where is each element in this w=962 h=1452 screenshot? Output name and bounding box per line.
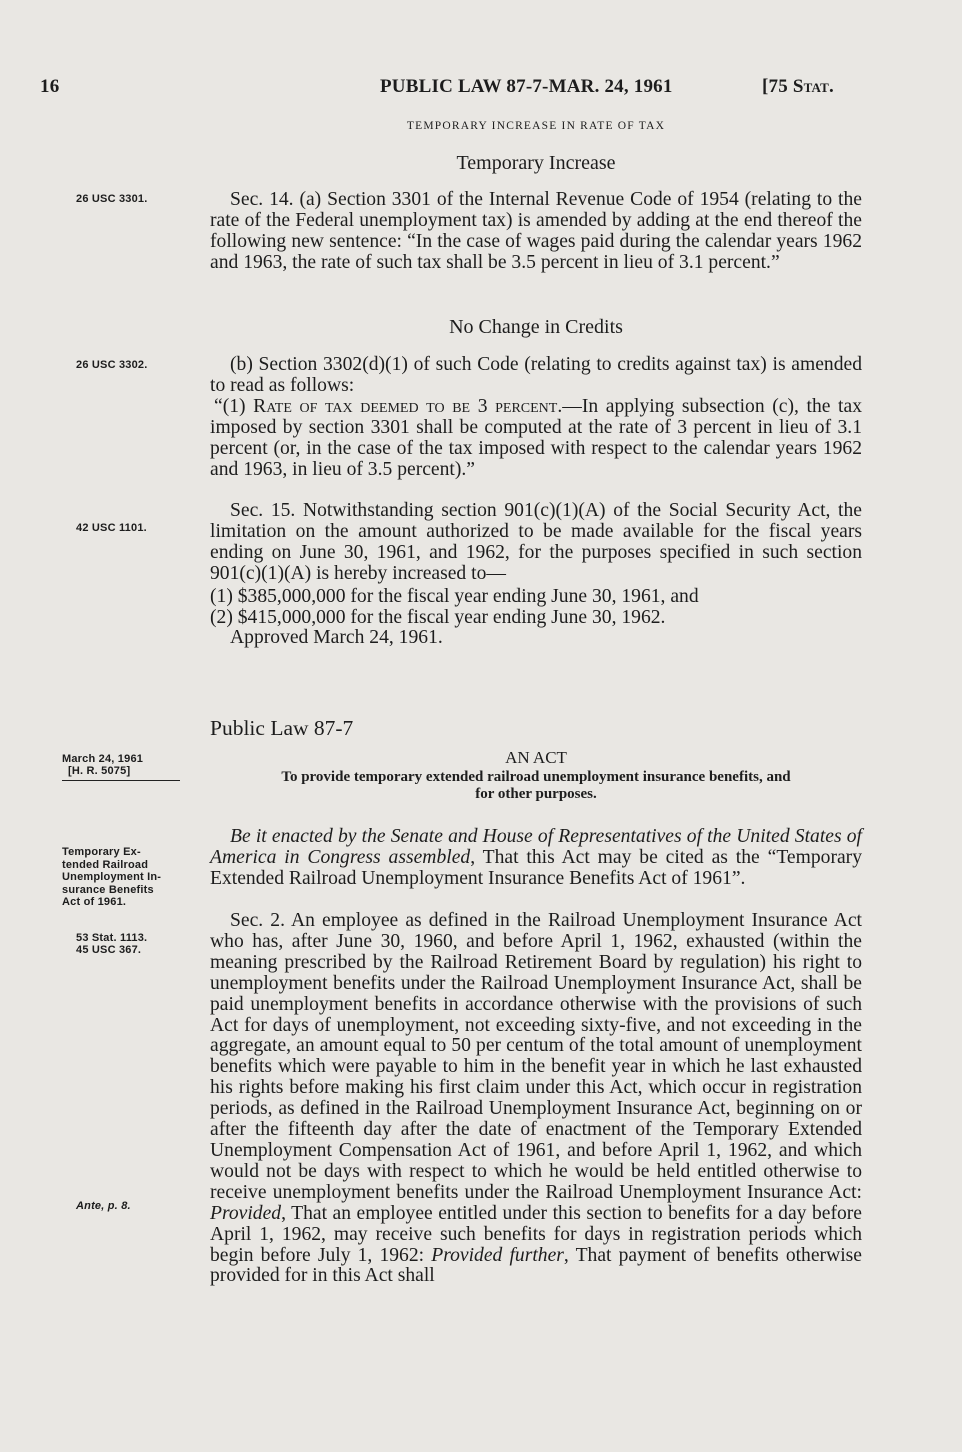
sec15-item-1: (1) $385,000,000 for the fiscal year ending June 30, 1961, and	[210, 585, 699, 607]
margin-note-usc-3302: 26 USC 3302.	[76, 359, 148, 371]
running-head: PUBLIC LAW 87-7-MAR. 24, 1961	[380, 76, 673, 97]
sec2-paragraph: Sec. 2. An employee as defined in the Railroad Unemployment Insurance Act who has, after June 30, 1960, and before April 1, 1962, exhausted (within the meaning prescribed by the Railroad Retirement Board by regulation) his right to unemployment benefits under the Railroad Unemployment Insurance Act, shall be paid unemployment benefits in accordance otherwise with the provisions of such Act for days of unemployment, not exceeding sixty-five, and not exceeding in the aggregate, an amount equal to 50 per centum of the total amount of unemployment benefits which were payable to him in the benefit year in which he last exhausted his rights before making his first claim under this Act, which occur in registration periods, as defined in the Railroad Unemployment Insurance Act, beginning on or after the fifteenth day after the date of enactment of the Temporary Extended Unemployment Compensation Act of 1961, and before April 1, 1962, and which would not be days with respect to which he would be held entitled otherwise to receive unemployment benefits under the Railroad Unemployment Insurance Act: Provided, That an employee entitled under this section to benefits for a day before April 1, 1962, may receive such benefits for days in registration periods which begin before July 1, 1962: Provided further, That payment of benefits otherwise provided for in this Act shall	[210, 910, 862, 1287]
page-number: 16	[40, 76, 60, 97]
heading-temporary-increase: Temporary Increase	[456, 152, 616, 174]
enacting-rest: , That this Act may be cited as the “Temporary Extended Railroad Unemployment Insurance Benefits Act of 1961”.	[210, 846, 862, 889]
margin-note-usc-3301: 26 USC 3301.	[76, 193, 148, 205]
sec15-item-2: (2) $415,000,000 for the fiscal year ending June 30, 1962.	[210, 606, 666, 628]
approved-line: Approved March 24, 1961.	[230, 627, 443, 649]
margin-note-bill-number: [H. R. 5075]	[68, 765, 131, 777]
sec15-paragraph: Sec. 15. Notwithstanding section 901(c)(1)(A) of the Social Security Act, the limitation on the amount authorized to be made available for the fiscal years ending on June 30, 1961, and 1962, for the purposes specified in such section 901(c)(1)(A) is hereby increased to—	[210, 500, 862, 584]
sec14-quote	[210, 397, 862, 481]
margin-note-date: March 24, 1961	[62, 753, 144, 765]
sec14-b-block	[210, 355, 862, 480]
sec2-block	[210, 911, 862, 1287]
sec15-block	[210, 501, 862, 649]
sec14-a-paragraph: Sec. 14. (a) Section 3301 of the Internal Revenue Code of 1954 (relating to the rate of the Federal unemployment tax) is amended by adding at the end thereof the following new sentence: “In the case of wages paid during the calendar years 1962 and 1963, the rate of such tax shall be 3.5 percent in lieu of 3.1 percent.”	[210, 189, 862, 273]
section-title: TEMPORARY INCREASE IN RATE OF TAX	[406, 120, 666, 132]
sec14-a-block	[210, 190, 862, 274]
enacting-italic: Be it enacted by the Senate and House of Representatives of the United States of America in Congress assembled	[210, 826, 862, 868]
quote-lead: “(1) Rate of tax deemed to be 3 percent.	[214, 395, 563, 417]
sec14-b-paragraph: (b) Section 3302(d)(1) of such Code (relating to credits against tax) is amended to read as follows:	[210, 354, 862, 396]
margin-note-usc-367: 45 USC 367.	[76, 944, 142, 956]
heading-no-change-in-credits: No Change in Credits	[449, 316, 623, 338]
an-act-heading: AN ACT	[505, 748, 567, 767]
statute-reference: [75 Stat.	[762, 76, 834, 97]
enacting-clause	[210, 827, 862, 890]
margin-note-ante: Ante, p. 8.	[76, 1200, 131, 1212]
provided-further-italic: Provided further	[431, 1244, 564, 1266]
act-purpose: To provide temporary extended railroad unemployment insurance benefits, and for other purposes.	[281, 769, 791, 802]
margin-rule	[62, 780, 180, 781]
margin-note-stat-1113: 53 Stat. 1113.	[76, 932, 148, 944]
margin-note-usc-1101: 42 USC 1101.	[76, 522, 147, 534]
margin-note-short-title: Temporary Ex- tended Railroad Unemployment In- surance Benefits Act of 1961.	[62, 846, 162, 908]
quote-rest: —In applying subsection (c), the tax imposed by section 3301 shall be computed at the rate of 3 percent in lieu of 3.1 percent (or, in the case of the tax imposed with respect to the calendar years 1962 and 1963, in lieu of 3.5 percent).”	[210, 395, 862, 480]
enacting-block	[210, 827, 862, 890]
provided-italic: Provided	[210, 1202, 282, 1224]
public-law-title: Public Law 87-7	[210, 716, 354, 740]
